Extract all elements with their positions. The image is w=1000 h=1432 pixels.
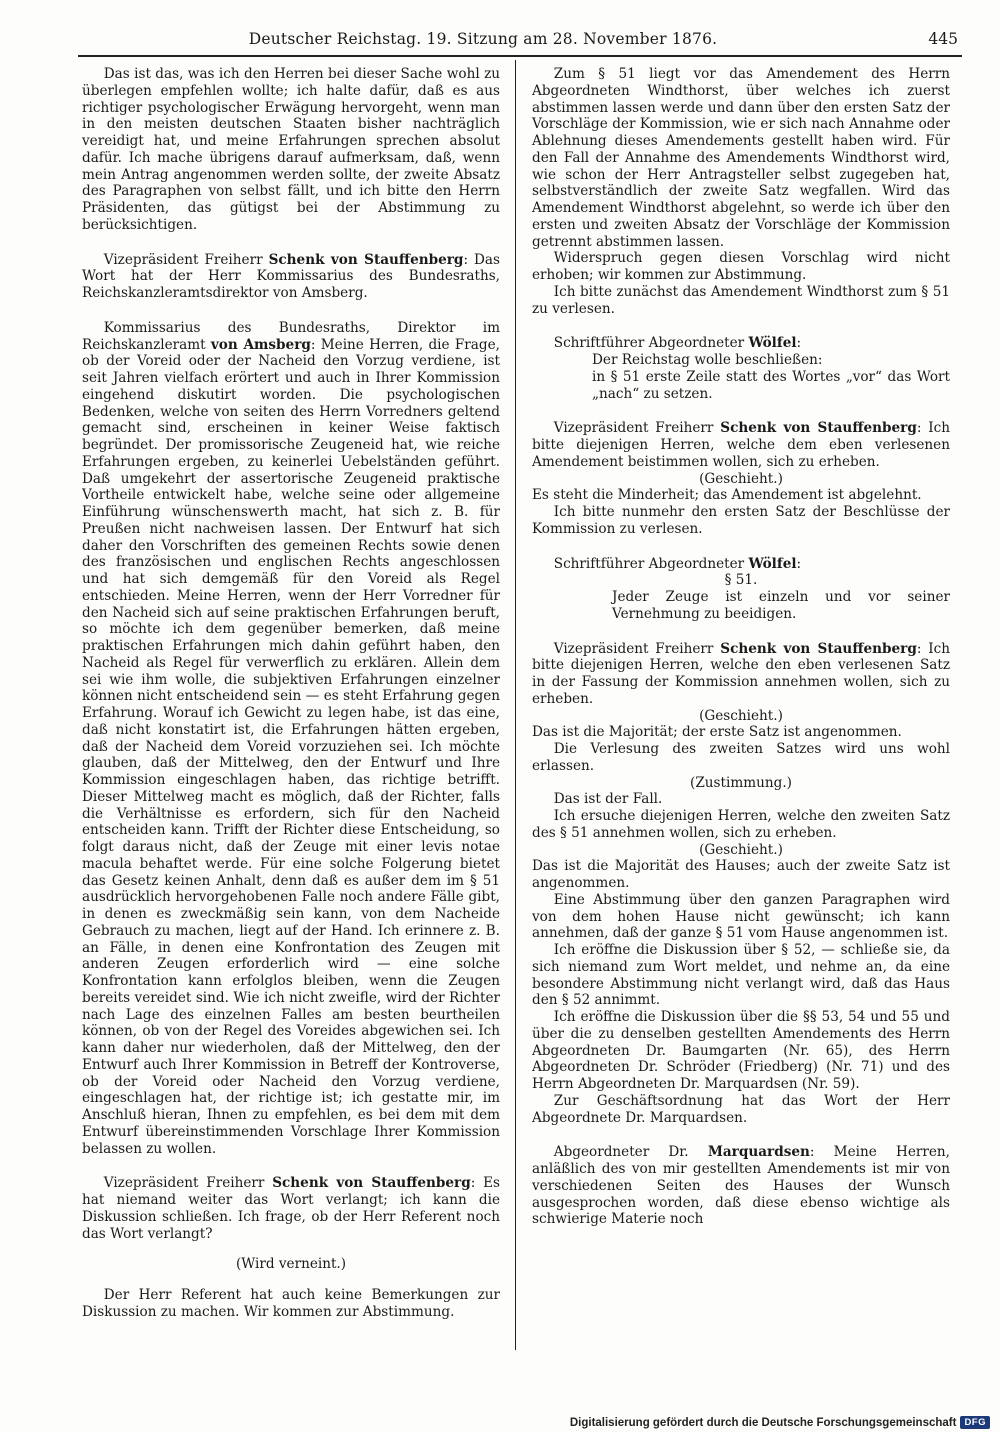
speaker-paragraph	[532, 420, 950, 470]
speaker-title: Kommissarius des Bundesraths, Direktor im Reichskanzleramt	[82, 319, 500, 353]
running-header	[78, 30, 958, 54]
speech-text: : Meine Herren, anläßlich des von mir gestellten Amendements ist mir von verschiedenen Seiten des Hauses der Wunsch ausgesprochen worden, daß diese ebenso wichtige als schwierige Materie noch	[532, 1144, 950, 1228]
stage-direction: (Zustimmung.)	[690, 774, 792, 791]
speech-text: : Ich bitte diejenigen Herren, welche den eben verlesenen Satz in der Fassung der Kommission annehmen wollen, sich zu erheben.	[532, 640, 950, 707]
paragraph: Ich bitte nunmehr den ersten Satz der Beschlüsse der Kommission zu verlesen.	[532, 504, 950, 537]
paragraph: Zum § 51 liegt vor das Amendement des Herrn Abgeordneten Windthorst, über welches ich zuerst abstimmen lassen werde und dann über den ersten Satz der Vorschläge der Kommission, wie er sich nach Annahme oder Ablehnung dieses Amendements gestellt haben wird. Für den Fall der Annahme des Amendements Windthorst wird, wie schon der Herr Antragsteller selbst zugegeben hat, selbstverständlich der zweite Satz wegfallen. Wird das Amendement Windthorst abgelehnt, so werde ich über den ersten und zweiten Absatz der Vorschläge der Kommission getrennt abstimmen lassen.	[532, 66, 950, 250]
paragraph: Die Verlesung des zweiten Satzes wird uns wohl erlassen.	[532, 741, 950, 774]
paragraph: Ich eröffne die Diskussion über die §§ 53, 54 und 55 und über die zu denselben gestellten Amendements des Herrn Abgeordneten Dr. Baumgarten (Nr. 65), des Herrn Abgeordneten Dr. Schröder (Friedberg) (Nr. 71) und des Herrn Abgeordneten Dr. Marquardsen (Nr. 59).	[532, 1009, 950, 1092]
paragraph: Das ist die Majorität; der erste Satz ist angenommen.	[532, 724, 902, 741]
dfg-logo: DFG	[960, 1416, 990, 1429]
digitization-credit	[570, 1416, 990, 1429]
speaker-name: Wölfel	[748, 555, 797, 572]
paragraph: Eine Abstimmung über den ganzen Paragraphen wird von dem hohen Hause nicht gewünscht; ich kann annehmen, daß der ganze § 51 vom Hause angenommen ist.	[532, 891, 950, 942]
speech-colon: :	[796, 555, 802, 572]
paragraph: Widerspruch gegen diesen Vorschlag wird nicht erhoben; wir kommen zur Abstimmung.	[532, 250, 950, 283]
speaker-paragraph	[82, 252, 500, 302]
paragraph: Zur Geschäftsordnung hat das Wort der Herr Abgeordnete Dr. Marquardsen.	[532, 1092, 950, 1126]
speaker-name: Schenk von Stauffenberg	[720, 420, 917, 437]
speaker-paragraph	[532, 641, 950, 708]
speaker-paragraph	[82, 1175, 500, 1242]
speaker-name: von Amsberg	[210, 336, 311, 353]
stage-direction: (Wird verneint.)	[235, 1256, 347, 1273]
speaker-title: Vizepräsident Freiherr	[103, 251, 269, 268]
speaker-name: Schenk von Stauffenberg	[720, 640, 917, 657]
speech-text: : Ich bitte diejenigen Herren, welche dem eben verlesenen Amendement beistimmen wollen, sich zu erheben.	[532, 420, 950, 470]
speaker-paragraph	[532, 1144, 950, 1228]
paragraph: Ich eröffne die Diskussion über § 52, — schließe sie, da sich niemand zum Wort meldet, und nehme an, da eine besondere Abstimmung nicht verlangt wird, daß das Haus den § 52 annimmt.	[532, 942, 950, 1009]
stage-direction: (Geschieht.)	[699, 470, 783, 487]
left-column	[82, 66, 500, 1321]
speaker-name: Wölfel	[748, 335, 797, 352]
speaker-title: Vizepräsident Freiherr	[103, 1175, 273, 1192]
paragraph: Das ist der Fall.	[553, 791, 663, 808]
speaker-paragraph	[82, 320, 500, 1158]
speaker-name: Schenk von Stauffenberg	[268, 251, 464, 268]
speaker-title: Abgeordneter Dr.	[553, 1144, 708, 1161]
paragraph: Es steht die Minderheit; das Amendement ist abgelehnt.	[532, 487, 922, 504]
stage-direction: (Geschieht.)	[699, 707, 783, 724]
speech-text: : Das Wort hat der Herr Kommissarius des Bundesraths, Reichskanzleramtsdirektor von Amsberg.	[82, 251, 500, 301]
speaker-title: Schriftführer Abgeordneter	[553, 335, 749, 352]
credit-text: Digitalisierung gefördert durch die Deutsche Forschungsgemeinschaft	[569, 1416, 957, 1429]
quoted-motion: Der Reichstag wolle beschließen:	[592, 352, 823, 368]
page-number: 445	[928, 30, 958, 48]
stage-direction: (Geschieht.)	[699, 841, 783, 858]
paragraph: Der Herr Referent hat auch keine Bemerkungen zur Diskussion zu machen. Wir kommen zur Abstimmung.	[82, 1287, 500, 1320]
paragraph: Ich bitte zunächst das Amendement Windthorst zum § 51 zu verlesen.	[532, 283, 950, 317]
paragraph: Das ist das, was ich den Herren bei dieser Sache wohl zu überlegen empfehlen wollte; ich halte dafür, daß es aus richtiger psychologischer Erwägung hervorgeht, wenn man in den meisten deutschen Staaten bisher nachträglich vereidigt hat, und meine Erfahrungen sprechen absolut dafür. Ich mache übrigens darauf aufmerksam, daß, wenn mein Antrag angenommen werden sollte, der zweite Absatz des Paragraphen von selbst fällt, und ich bitte den Herrn Präsidenten, das gütigst bei der Abstimmung zu berücksichtigen.	[82, 66, 500, 233]
speech-text: : Es hat niemand weiter das Wort verlangt; ich kann die Diskussion schließen. Ich frage, ob der Herr Referent noch das Wort verlangt?	[82, 1175, 500, 1242]
speaker-title: Schriftführer Abgeordneter	[553, 555, 749, 572]
paragraph-number: § 51.	[724, 572, 758, 589]
header-rule	[78, 55, 962, 57]
paragraph: Das ist die Majorität des Hauses; auch der zweite Satz ist angenommen.	[532, 858, 950, 891]
right-column	[532, 66, 950, 1228]
speaker-paragraph	[532, 556, 950, 573]
speaker-name: Schenk von Stauffenberg	[272, 1175, 471, 1192]
header-title: Deutscher Reichstag. 19. Sitzung am 28. November 1876.	[248, 30, 718, 48]
speech-text: : Meine Herren, die Frage, ob der Voreid oder der Nacheid den Vorzug verdiene, ist seit Jahren vielfach erörtert und auch in Ihrer Kommission eingehend diskutirt worden. Die psychologischen Bedenken, welche von seiten des Herrn Vorredners geltend gemacht sind, erscheinen in keiner Weise faktisch begründet. Der promissorische Zeugeneid hat, wie reiche Erfahrungen ergeben, zu keinerlei Uebelständen geführt. Daß umgekehrt der assertorische Zeugeneid praktische Vortheile entwickelt habe, welche seine oder allgemeine Einführung wünschenswerth macht, hat sich z. B. für Preußen nicht nachweisen lassen. Der Entwurf hat sich daher den Vorschriften des gemeinen Rechts sowie denen des französischen und englischen Rechts angeschlossen und hat sich demgemäß für den Voreid als Regel entschieden. Meine Herren, wenn der Herr Vorredner für den Nacheid sich auf seine praktischen Erfahrungen beruft, so möchte ich dem gegenüber bemerken, daß meine praktischen Erfahrungen mich dahin geführt haben, den Nacheid als Regel für verwerflich zu erklären. Allein dem sei wie ihm wolle, die subjektiven Erfahrungen einzelner können nicht entscheidend sein — es steht Erfahrung gegen Erfahrung. Worauf ich Gewicht zu legen habe, ist das eine, daß nicht konstatirt ist, die Erfahrungen hätten ergeben, daß der Nacheid dem Voreid vorzuziehen sei. Ich möchte glauben, daß der Mittelweg, den der Entwurf und Ihre Kommission eingeschlagen haben, das richtige betrifft. Dieser Mittelweg macht es möglich, daß der Richter, falls die Verhältnisse es erfordern, sich für den Nacheid entscheiden kann. Trifft der Richter diese Entscheidung, so folgt daraus nicht, daß der Zeuge mit einer levis notae macula behaftet werde. Für eine solche Folgerung bietet das Gesetz keinen Anhalt, denn daß es außer dem im § 51 ausdrücklich hervorgehobenen Falle noch andere Fälle gibt, in denen es zweckmäßig sein kann, von dem Nacheide Gebrauch zu machen, liegt auf der Hand. Ich erinnere z. B. an Fälle, in denen eine Konfrontation des Zeugen mit anderen Zeugen erforderlich wird — eine solche Konfrontation kann erfolglos bleiben, wenn die Zeugen bereits vereidet sind. Wie ich nicht zweifle, wird der Richter nach Lage des einzelnen Falles am besten beurtheilen können, ob von der Regel des Voreides abgewichen sei. Ich kann daher nur wiederholen, daß der Mittelweg, den der Entwurf auch Ihrer Kommission in Betreff der Kontroverse, ob der Voreid oder Nacheid den Vorzug verdiene, eingeschlagen hat, der richtige ist; ich gestatte mir, im Anschluß hieran, Ihnen zu empfehlen, es bei dem mit dem Entwurf übereinstimmenden Vorschlage Ihrer Kommission belassen zu wollen.	[82, 336, 500, 1157]
speech-colon: :	[796, 335, 802, 352]
speaker-name: Marquardsen	[707, 1144, 810, 1161]
speaker-title: Vizepräsident Freiherr	[553, 420, 721, 437]
column-divider	[515, 60, 516, 1350]
speaker-title: Vizepräsident Freiherr	[553, 640, 721, 657]
quoted-paragraph: Jeder Zeuge ist einzeln und vor seiner Vernehmung zu beeidigen.	[612, 589, 950, 622]
quoted-motion: in § 51 erste Zeile statt des Wortes „vor“ das Wort „nach“ zu setzen.	[592, 368, 950, 402]
paragraph: Ich ersuche diejenigen Herren, welche den zweiten Satz des § 51 annehmen wollen, sich zu erheben.	[532, 808, 950, 841]
speaker-paragraph	[532, 335, 950, 352]
